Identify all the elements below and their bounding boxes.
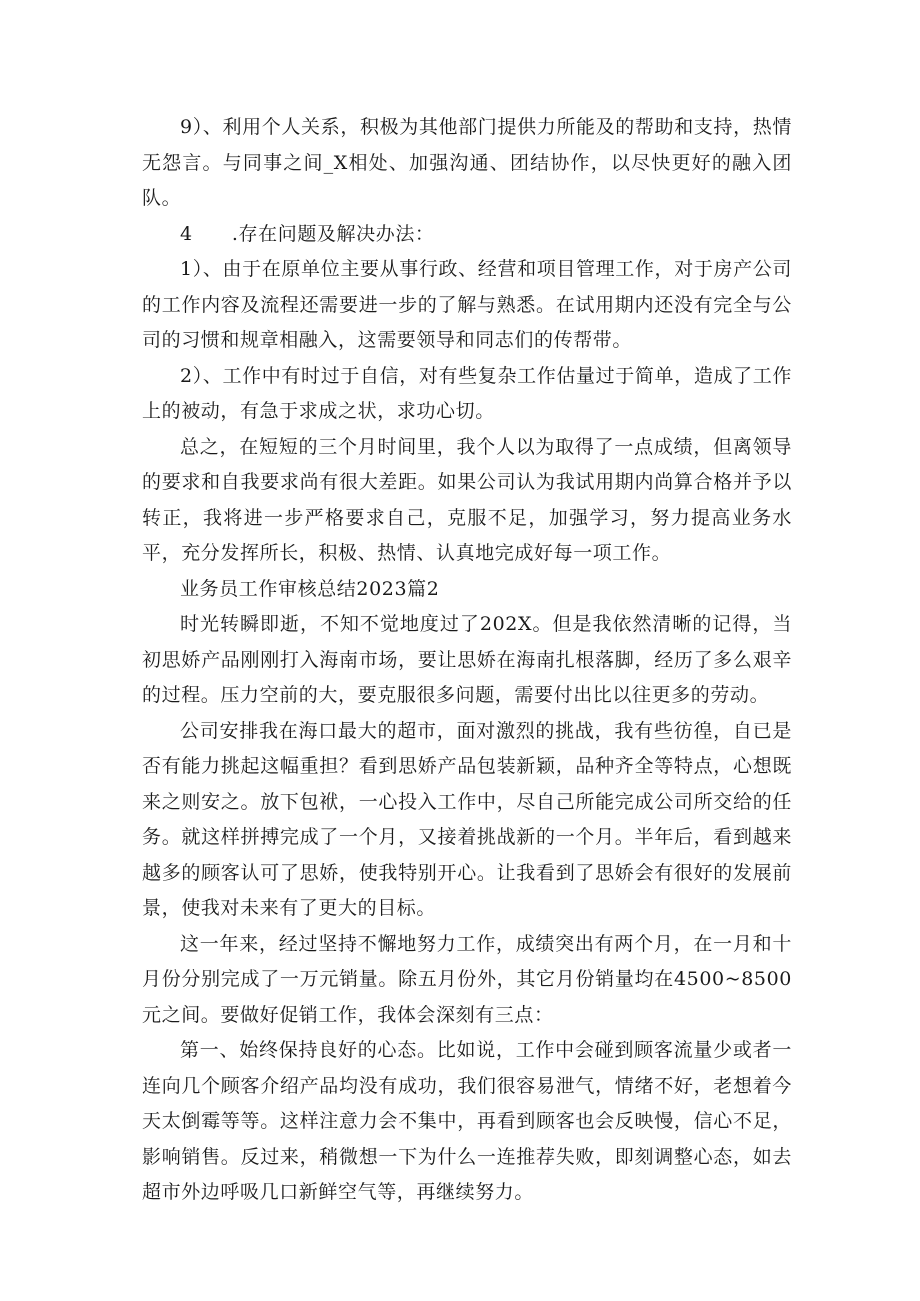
section-heading-problems: 4 .存在问题及解决办法： <box>180 222 435 245</box>
paragraph-conclusion: 总之，在短短的三个月时间里，我个人以为取得了一点成绩，但离领导的要求和自我要求尚有很大差距。如果公司认为我试用期内尚算合格并予以转正，我将进一步严格要求自己，克服不足，加强学习，努力提高业务水平，充分发挥所长，积极、热情、认真地完成好每一项工作。 <box>142 435 792 564</box>
paragraph-company-assignment: 公司安排我在海口最大的超市，面对激烈的挑战，我有些彷徨，自已是否有能力挑起这幅重担？看到思娇产品包装新颖，品种齐全等特点，心想既来之则安之。放下包袱，一心投入工作中，尽自己所能完成公司所交给的任务。就这样拼搏完成了一个月，又接着挑战新的一个月。半年后，看到越来越多的顾客认可了思娇，使我特别开心。让我看到了思娇会有很好的发展前景，使我对未来有了更大的目标。 <box>142 719 792 919</box>
document-body <box>142 110 792 1211</box>
paragraph-problem-1: 1）、由于在原单位主要从事行政、经营和项目管理工作，对于房产公司的工作内容及流程还需要进一步的了解与熟悉。在试用期内还没有完全与公司的习惯和规章相融入，这需要领导和同志们的传帮带。 <box>142 258 792 351</box>
section-title-part-2: 业务员工作审核总结2023篇2 <box>180 577 440 600</box>
paragraph-sales-results: 这一年来，经过坚持不懈地努力工作，成绩突出有两个月，在一月和十月份分别完成了一万元销量。除五月份外，其它月份销量均在4500~8500元之间。要做好促销工作，我体会深刻有三点： <box>142 932 792 1026</box>
paragraph-intro: 时光转瞬即逝，不知不觉地度过了202X。但是我依然清晰的记得，当初思娇产品刚刚打入海南市场，要让思娇在海南扎根落脚，经历了多么艰辛的过程。压力空前的大，要克服很多问题，需要付出比以往更多的劳动。 <box>142 613 792 706</box>
paragraph-item-9: 9）、利用个人关系，积极为其他部门提供力所能及的帮助和支持，热情无怨言。与同事之间_X相处、加强沟通、团结协作，以尽快更好的融入团队。 <box>142 116 792 209</box>
paragraph-first-point: 第一、始终保持良好的心态。比如说，工作中会碰到顾客流量少或者一连向几个顾客介绍产品均没有成功，我们很容易泄气，情绪不好，老想着今天太倒霉等等。这样注意力会不集中，再看到顾客也会反映慢，信心不足，影响销售。反过来，稍微想一下为什么一连推荐失败，即刻调整心态，如去超市外边呼吸几口新鲜空气等，再继续努力。 <box>142 1039 792 1203</box>
paragraph-problem-2: 2）、工作中有时过于自信，对有些复杂工作估量过于简单，造成了工作上的被动，有急于求成之状，求功心切。 <box>142 364 792 422</box>
